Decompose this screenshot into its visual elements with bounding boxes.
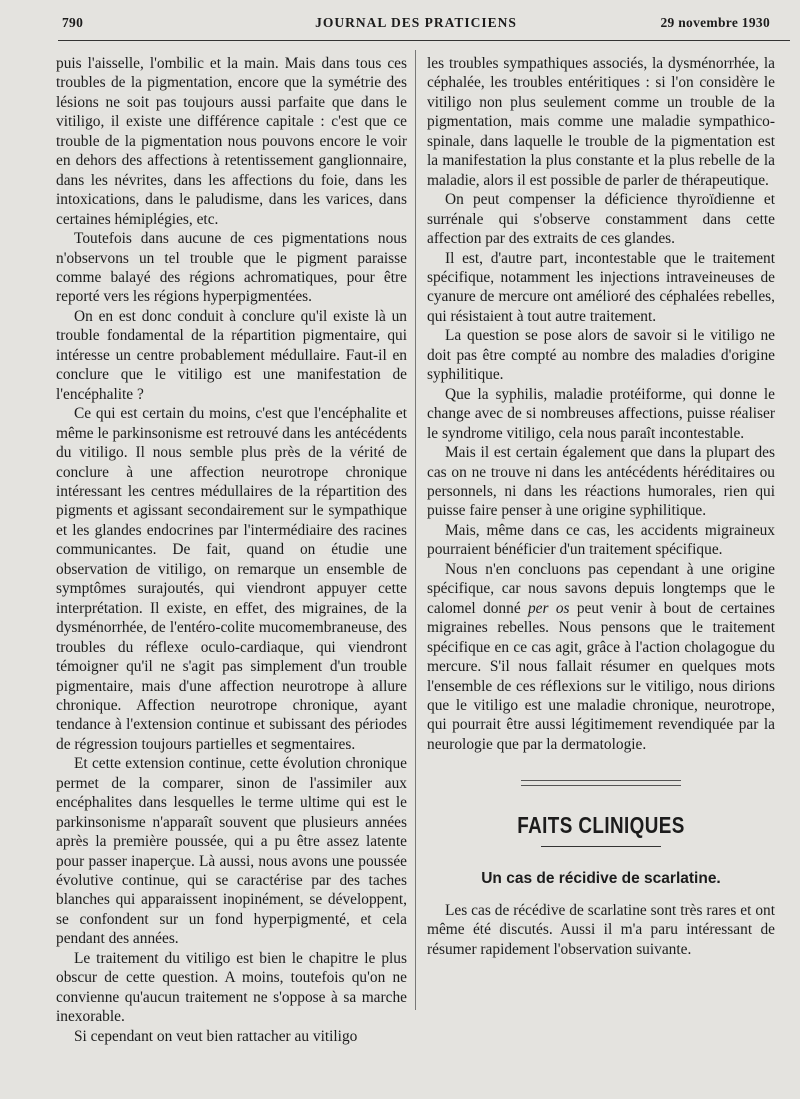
column-divider — [415, 50, 416, 1010]
paragraph: Et cette extension continue, cette évolution chronique permet de la comparer, sinon de l'assimiler aux encéphalites dans lesquelles le terme ultime qui est le parkinsonisme n'apparaît souvent que plusieurs années après la première poussée, qui a pu être assez latente pour passer inaperçue. Là aussi, nous avons une poussée évolutive continue, qui se caractérise par des taches blanches qui apparaissent inopinément, se développent, se confondent sur un fond hyperpigmenté, et cela pendant des années. — [56, 755, 407, 948]
right-column — [427, 54, 775, 959]
paragraph: Le traitement du vitiligo est bien le chapitre le plus obscur de cette question. A moins, toutefois qu'on ne convienne qu'aucun traitement ne s'oppose à sa marche inexorable. — [56, 949, 407, 1026]
paragraph-text: peut venir à bout de certaines migraines rebelles. Nous pensons que le traitement spécifique en ce cas agit, grâce à l'action cholagogue du mercure. S'il nous fallait résumer en quelques mots l'ensemble de ces réflexions sur le vitiligo, nous dirions que le vitiligo est une maladie chronique, neurotrope, qui pourrait être aussi légitimement revendiquée par la neurologie que par la dermatologie. — [427, 599, 775, 753]
left-column — [56, 54, 407, 1046]
paragraph: Les cas de récédive de scarlatine sont très rares et ont même été discutés. Aussi il m'a paru intéressant de résumer rapidement l'observation suivante. — [427, 901, 775, 958]
paragraph-text: Nous n'en concluons pas cependant à une origine spécifique, car nous savons depuis longtemps que le calomel donné — [427, 560, 775, 617]
paragraph: les troubles sympathiques associés, la dysménorrhée, la céphalée, les troubles entéritiques : si l'on considère le vitiligo non plus seulement comme un trouble de la pigmentation, mais comme une maladie sympathico-spinale, dans laquelle le trouble de la pigmentation est la manifestation la plus constante et la plus rebelle de la maladie, alors il est possible de parler de thérapeutique. — [427, 55, 775, 189]
paragraph: Il est, d'autre part, incontestable que le traitement spécifique, notamment les injections intraveineuses de cyanure de mercure ont amélioré des céphalées rebelles, qui résistaient à tout autre traitement. — [427, 249, 775, 325]
header-rule — [58, 40, 790, 41]
paragraph: On en est donc conduit à conclure qu'il existe là un trouble fondamental de la répartition pigmentaire, qui intéresse un centre probablement médullaire. Faut-il en conclure que le vitiligo est une manifestation de l'encéphalite ? — [56, 307, 407, 403]
ornament-divider — [521, 780, 681, 786]
section-rule — [541, 846, 661, 847]
journal-title: JOURNAL DES PRATICIENS — [315, 15, 517, 30]
paragraph: Que la syphilis, maladie protéiforme, qui donne le change avec de si nombreuses affections, puisse réaliser le syndrome vitiligo, cela nous paraît incontestable. — [427, 385, 775, 442]
page-header — [62, 15, 770, 35]
paragraph: La question se pose alors de savoir si le vitiligo ne doit pas être compté au nombre des maladies d'origine syphilitique. — [427, 327, 775, 384]
paragraph: Mais, même dans ce cas, les accidents migraineux pourraient bénéficier d'un traitement spécifique. — [427, 521, 775, 559]
issue-date: 29 novembre 1930 — [660, 15, 770, 30]
italic-phrase: per os — [527, 599, 570, 617]
section-title: FAITS CLINIQUES — [517, 812, 685, 839]
paragraph: Toutefois dans aucune de ces pigmentations nous n'observons un tel trouble que le pigment paraisse comme balayé des régions achromatiques, pour être reporté vers les régions hyperpigmentées. — [56, 230, 407, 306]
page-number: 790 — [62, 15, 84, 30]
article-title: Un cas de récidive de scarlatine. — [481, 870, 721, 888]
paragraph: Ce qui est certain du moins, c'est que l'encéphalite et même le parkinsonisme est retrouvé dans les antécédents du vitiligo. Il nous semble plus près de la vérité de conclure à une affection neurotrope chronique intéressant les centres médullaires de la répartition des pigments et agissant secondairement sur le sympathique et les glandes endocrines par l'intermédiaire des racines communicantes. De fait, quand on étudie une observation de vitiligo, on remarque un ensemble de symptômes surajoutés, qui viendront appuyer cette interprétation. Il existe, en effet, des migraines, de la dysménorrhée, de l'entéro-colite mucomembraneuse, des troubles du réflexe oculo-cardiaque, qui viendront témoigner qu'il ne s'agit pas simplement d'un trouble pigmentaire, mais d'une affection neurotrope à allure chronique. Affection neurotrope chronique, ayant tendance à l'extension continue et subissant des périodes de régression toujours partielles et segmentaires. — [56, 405, 407, 753]
paragraph: puis l'aisselle, l'ombilic et la main. Mais dans tous ces troubles de la pigmentation, encore que la symétrie des lésions ne soit pas toujours aussi parfaite que dans le vitiligo, il existe une différence capitale : c'est que ce trouble de la pigmentation nous pouvons encore le voir en dehors des affections à retentissement ganglionnaire, dans les névrites, dans les affections du foie, dans les intoxications, dans le paludisme, dans les varices, dans certaines hémiplégies, etc. — [56, 55, 407, 228]
paragraph: Si cependant on veut bien rattacher au vitiligo — [74, 1027, 358, 1045]
paragraph: Mais il est certain également que dans la plupart des cas on ne trouve ni dans les antécédents héréditaires ou personnels, ni dans les réactions humorales, rien qui puisse faire penser à une origine syphilitique. — [427, 444, 775, 520]
paragraph: On peut compenser la déficience thyroïdienne et surrénale qui s'observe constamment dans cette affection par des extraits de ces glandes. — [427, 191, 775, 248]
paragraph — [427, 560, 775, 755]
